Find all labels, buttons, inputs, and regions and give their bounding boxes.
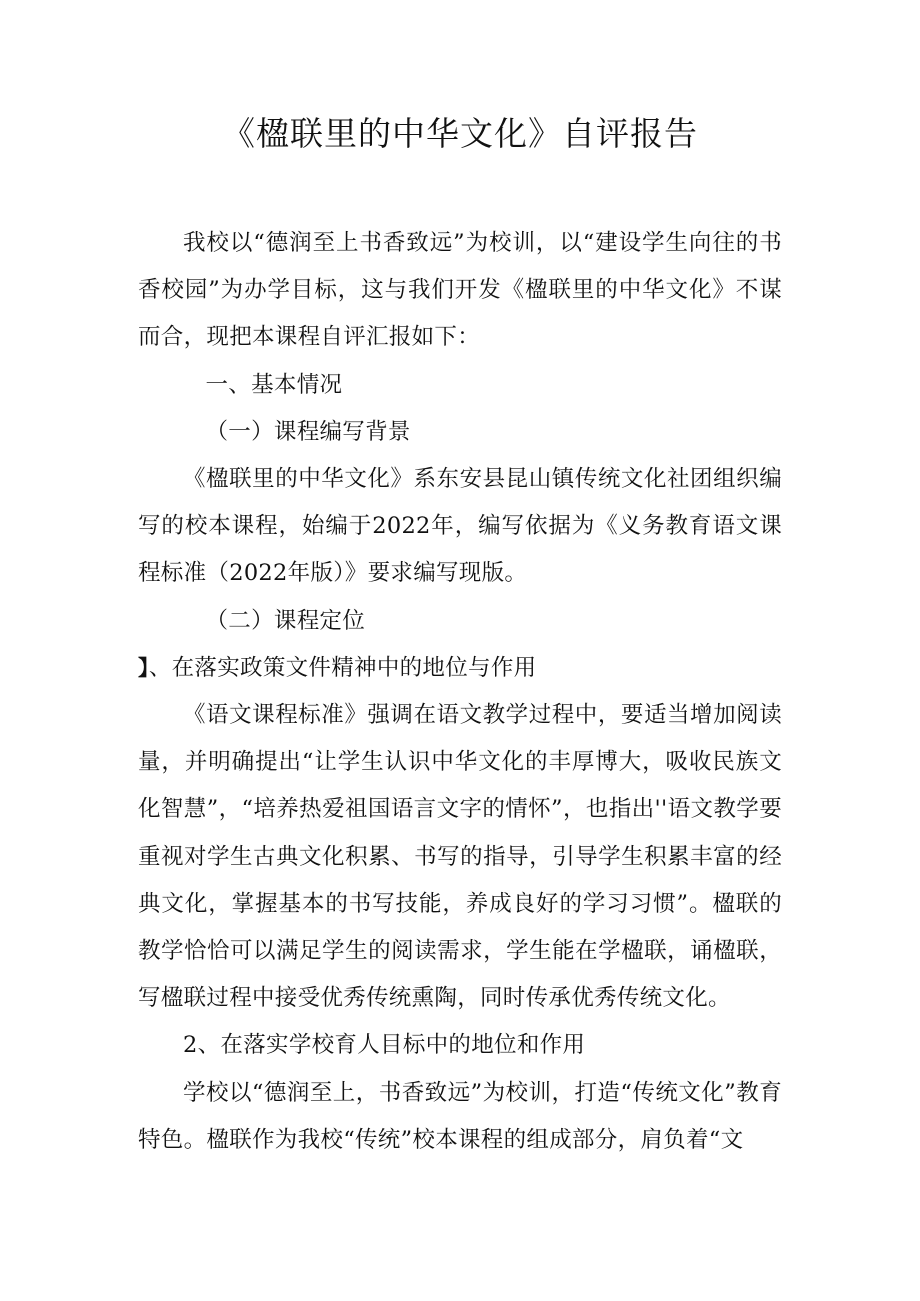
item-heading-school-goal: 2、在落实学校育人目标中的地位和作用 [183, 1032, 586, 1059]
background-paragraph: 《楹联里的中华文化》系东安县昆山镇传统文化社团组织编写的校本课程，始编于2022年，编写依据为《义务教育语文课程标准（2022年版）》要求编写现版。 [138, 466, 782, 587]
school-goal-paragraph: 学校以“德润至上，书香致远”为校训，打造“传统文化”教育特色。楹联作为我校“传统”校本课程的组成部分，肩负着“文 [138, 1079, 782, 1153]
document-body [138, 220, 782, 1164]
document-title: 《楹联里的中华文化》自评报告 [222, 114, 698, 153]
subsection-heading-background: （一）课程编写背景 [205, 418, 411, 445]
policy-paragraph: 《语文课程标准》强调在语文教学过程中，要适当增加阅读量，并明确提出“让学生认识中华文化的丰厚博大，吸收民族文化智慧”，“培养热爱祖国语言文字的情怀”，也指出''语文教学要重视对学生古典文化积累、书写的指导，引导学生积累丰富的经典文化，掌握基本的书写技能，养成良好的学习习惯”。楹联的教学恰恰可以满足学生的阅读需求，学生能在学楹联，诵楹联，写楹联过程中接受优秀传统熏陶，同时传承优秀传统文化。 [138, 702, 782, 1012]
item-heading-policy-text: 、在落实政策文件精神中的地位与作用 [148, 654, 537, 681]
item-number-mark: 】 [138, 655, 149, 680]
section-heading-basic-info: 一、基本情况 [205, 371, 343, 398]
subsection-heading-positioning: （二）课程定位 [205, 607, 366, 634]
item-heading-policy [138, 645, 782, 692]
intro-paragraph: 我校以“德润至上书香致远”为校训，以“建设学生向往的书香校园”为办学目标，这与我们开发《楹联里的中华文化》不谋而合，现把本课程自评汇报如下： [138, 230, 782, 351]
